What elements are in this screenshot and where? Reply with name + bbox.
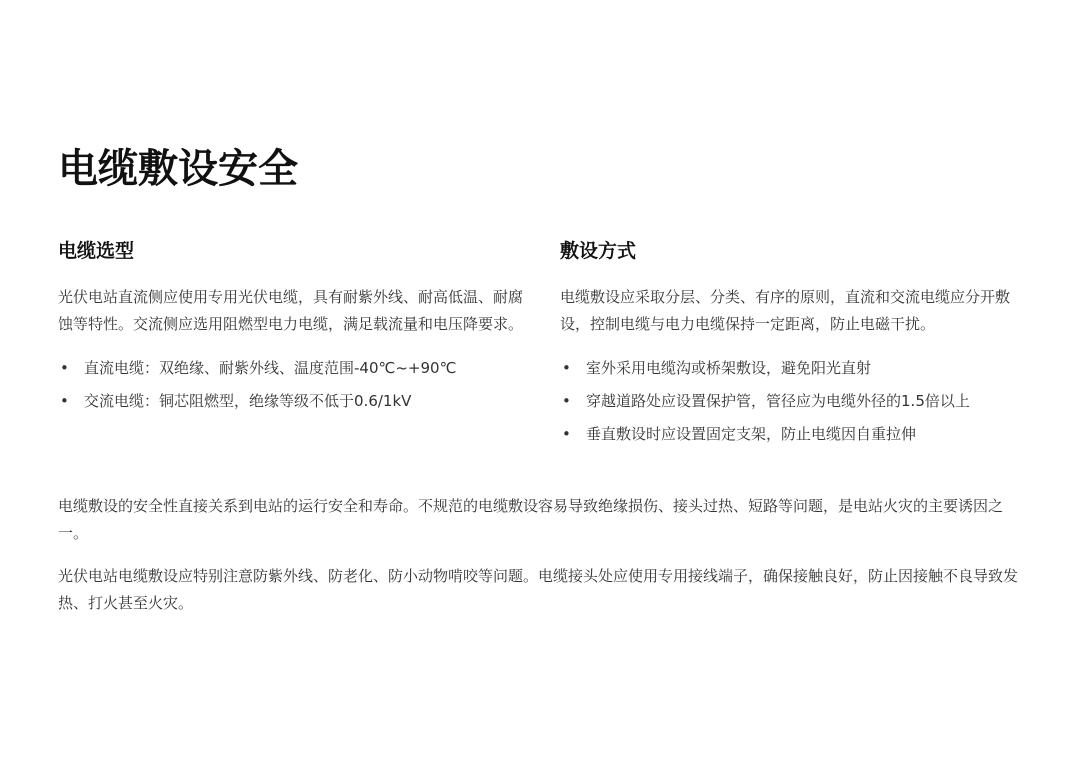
- list-item: [560, 385, 1030, 418]
- list-item-text: 垂直敷设时应设置固定支架，防止电缆因自重拉伸: [586, 425, 917, 443]
- list-item: [58, 385, 528, 418]
- list-item-text: 穿越道路处应设置保护管，管径应为电缆外径的1.5倍以上: [586, 392, 970, 410]
- list-item: [58, 352, 528, 385]
- bullet-list: [58, 352, 528, 418]
- bullet-marker: •: [562, 425, 571, 443]
- section-paragraph: 光伏电站直流侧应使用专用光伏电缆，具有耐紫外线、耐高低温、耐腐蚀等特性。交流侧应选用阻燃型电力电缆，满足载流量和电压降要求。: [58, 288, 524, 333]
- section-paragraph: 电缆敷设应采取分层、分类、有序的原则，直流和交流电缆应分开敷设，控制电缆与电力电缆保持一定距离，防止电磁干扰。: [560, 288, 1011, 333]
- summary-paragraph: 光伏电站电缆敷设应特别注意防紫外线、防老化、防小动物啃咬等问题。电缆接头处应使用专用接线端子，确保接触良好，防止因接触不良导致发热、打火甚至火灾。: [58, 567, 1019, 612]
- page-title: 电缆敷设安全: [58, 146, 298, 192]
- list-item-text: 直流电缆：双绝缘、耐紫外线、温度范围-40℃~+90℃: [84, 359, 457, 377]
- list-item: [560, 418, 1030, 451]
- list-item-text: 交流电缆：铜芯阻燃型，绝缘等级不低于0.6/1kV: [84, 392, 412, 410]
- bullet-marker: •: [60, 359, 69, 377]
- summary-paragraph: 电缆敷设的安全性直接关系到电站的运行安全和寿命。不规范的电缆敷设容易导致绝缘损伤、接头过热、短路等问题，是电站火灾的主要诱因之一。: [58, 497, 1004, 542]
- bullet-marker: •: [60, 392, 69, 410]
- section-heading: 敷设方式: [560, 240, 637, 262]
- cable-selection-section: [58, 238, 528, 418]
- section-heading: 电缆选型: [58, 240, 135, 262]
- summary-section: [58, 493, 1018, 633]
- bullet-list: [560, 352, 1030, 451]
- bullet-marker: •: [562, 359, 571, 377]
- list-item-text: 室外采用电缆沟或桥架敷设，避免阳光直射: [586, 359, 872, 377]
- laying-method-section: [560, 238, 1030, 451]
- list-item: [560, 352, 1030, 385]
- bullet-marker: •: [562, 392, 571, 410]
